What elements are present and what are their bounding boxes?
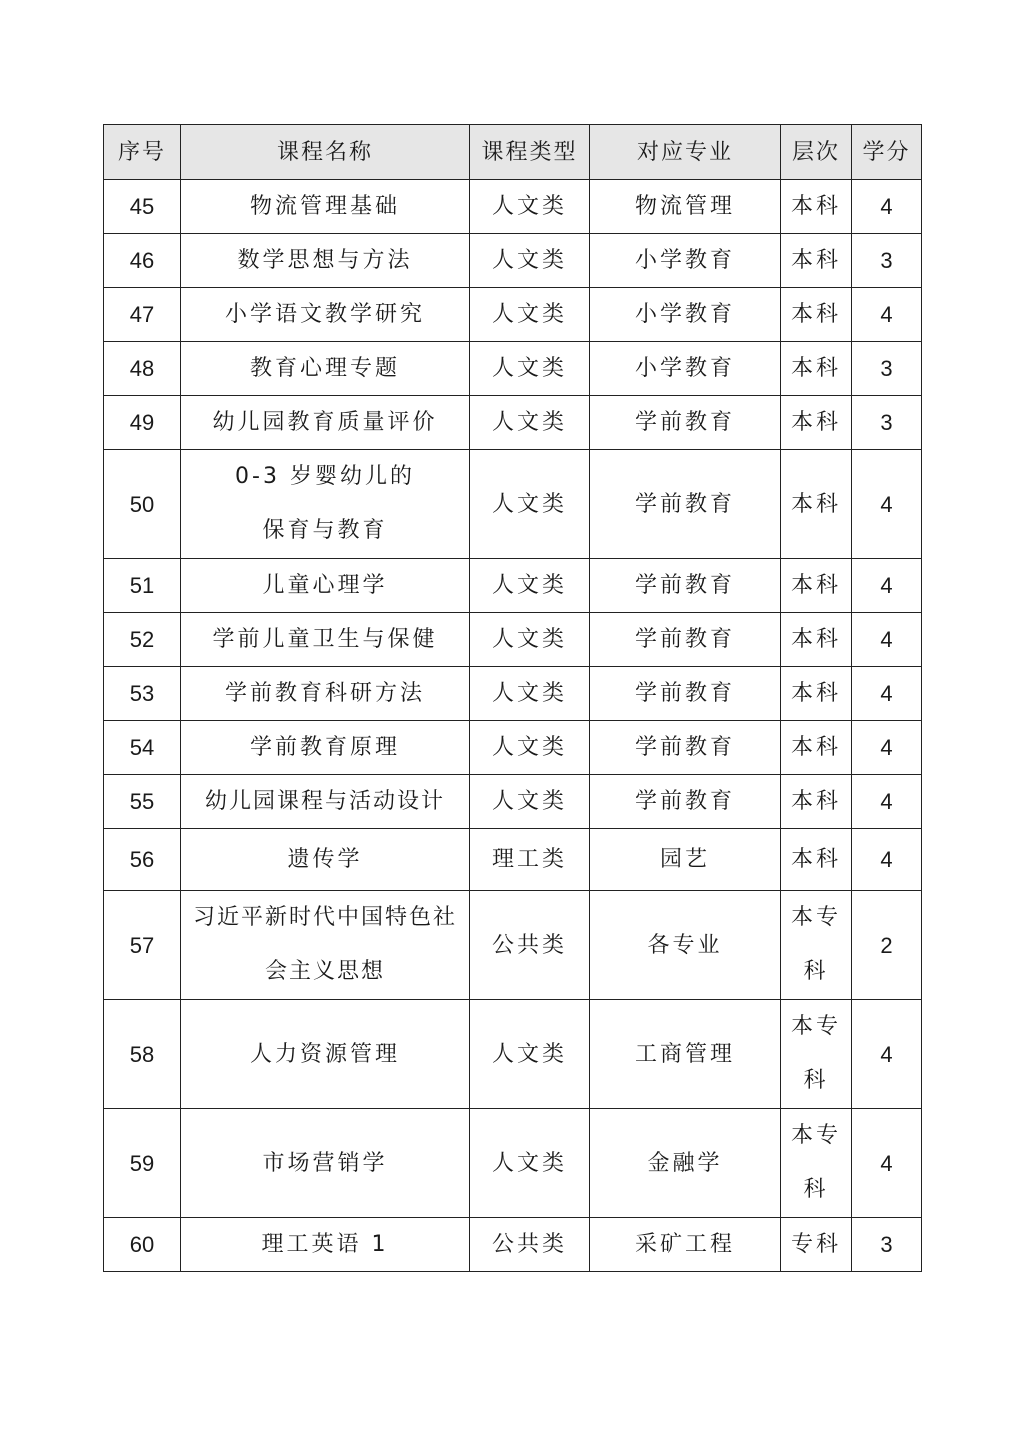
table-row bbox=[104, 1218, 922, 1272]
cell-seq: 54 bbox=[104, 721, 181, 775]
cell-credit: 4 bbox=[852, 775, 922, 829]
cell-major: 学前教育 bbox=[590, 775, 781, 829]
table-row bbox=[104, 829, 922, 891]
cell-credit: 3 bbox=[852, 342, 922, 396]
table-row bbox=[104, 559, 922, 613]
cell-level: 本科 bbox=[781, 829, 852, 891]
cell-course-name: 教育心理专题 bbox=[181, 342, 470, 396]
cell-seq: 59 bbox=[104, 1109, 181, 1218]
cell-major: 各专业 bbox=[590, 891, 781, 1000]
cell-course-type: 人文类 bbox=[470, 396, 590, 450]
cell-credit: 4 bbox=[852, 613, 922, 667]
cell-credit: 4 bbox=[852, 559, 922, 613]
cell-credit: 4 bbox=[852, 288, 922, 342]
cell-course-type: 人文类 bbox=[470, 450, 590, 559]
page-bottom-margin bbox=[0, 1275, 1024, 1448]
header-course-type: 课程类型 bbox=[470, 125, 590, 180]
table-row bbox=[104, 450, 922, 559]
cell-seq: 48 bbox=[104, 342, 181, 396]
cell-course-type: 公共类 bbox=[470, 891, 590, 1000]
cell-level: 本科 bbox=[781, 450, 852, 559]
cell-major: 金融学 bbox=[590, 1109, 781, 1218]
cell-major: 学前教育 bbox=[590, 559, 781, 613]
cell-level: 本科 bbox=[781, 396, 852, 450]
header-course-name: 课程名称 bbox=[181, 125, 470, 180]
cell-course-name: 学前教育原理 bbox=[181, 721, 470, 775]
cell-credit: 4 bbox=[852, 667, 922, 721]
cell-major: 园艺 bbox=[590, 829, 781, 891]
cell-level: 本专 科 bbox=[781, 1109, 852, 1218]
table-row bbox=[104, 396, 922, 450]
cell-seq: 56 bbox=[104, 829, 181, 891]
cell-course-type: 人文类 bbox=[470, 667, 590, 721]
cell-major: 小学教育 bbox=[590, 342, 781, 396]
cell-major: 学前教育 bbox=[590, 667, 781, 721]
cell-seq: 53 bbox=[104, 667, 181, 721]
cell-seq: 46 bbox=[104, 234, 181, 288]
cell-level: 本科 bbox=[781, 180, 852, 234]
cell-level: 本专 科 bbox=[781, 1000, 852, 1109]
cell-course-type: 人文类 bbox=[470, 559, 590, 613]
cell-course-type: 人文类 bbox=[470, 721, 590, 775]
cell-course-type: 人文类 bbox=[470, 234, 590, 288]
cell-seq: 55 bbox=[104, 775, 181, 829]
cell-credit: 2 bbox=[852, 891, 922, 1000]
table-row bbox=[104, 721, 922, 775]
cell-major: 物流管理 bbox=[590, 180, 781, 234]
cell-course-name: 小学语文教学研究 bbox=[181, 288, 470, 342]
cell-course-name: 儿童心理学 bbox=[181, 559, 470, 613]
cell-course-name: 遗传学 bbox=[181, 829, 470, 891]
table-row bbox=[104, 775, 922, 829]
cell-course-name: 人力资源管理 bbox=[181, 1000, 470, 1109]
table-row bbox=[104, 1109, 922, 1218]
cell-major: 学前教育 bbox=[590, 721, 781, 775]
cell-credit: 4 bbox=[852, 829, 922, 891]
cell-major: 学前教育 bbox=[590, 450, 781, 559]
cell-course-name: 数学思想与方法 bbox=[181, 234, 470, 288]
cell-major: 学前教育 bbox=[590, 613, 781, 667]
cell-major: 工商管理 bbox=[590, 1000, 781, 1109]
header-major: 对应专业 bbox=[590, 125, 781, 180]
header-credit: 学分 bbox=[852, 125, 922, 180]
cell-credit: 4 bbox=[852, 450, 922, 559]
cell-course-type: 人文类 bbox=[470, 775, 590, 829]
cell-course-name: 学前教育科研方法 bbox=[181, 667, 470, 721]
cell-major: 学前教育 bbox=[590, 396, 781, 450]
cell-credit: 4 bbox=[852, 1000, 922, 1109]
cell-level: 本专 科 bbox=[781, 891, 852, 1000]
cell-course-type: 人文类 bbox=[470, 1000, 590, 1109]
cell-credit: 4 bbox=[852, 721, 922, 775]
cell-course-name: 幼儿园课程与活动设计 bbox=[181, 775, 470, 829]
cell-level: 专科 bbox=[781, 1218, 852, 1272]
table-row bbox=[104, 613, 922, 667]
cell-course-type: 人文类 bbox=[470, 613, 590, 667]
cell-major: 小学教育 bbox=[590, 234, 781, 288]
table-header-row bbox=[104, 125, 922, 180]
cell-course-type: 人文类 bbox=[470, 180, 590, 234]
cell-course-name: 习近平新时代中国特色社 会主义思想 bbox=[181, 891, 470, 1000]
header-seq: 序号 bbox=[104, 125, 181, 180]
cell-seq: 49 bbox=[104, 396, 181, 450]
cell-level: 本科 bbox=[781, 288, 852, 342]
cell-major: 小学教育 bbox=[590, 288, 781, 342]
cell-credit: 4 bbox=[852, 180, 922, 234]
cell-course-type: 公共类 bbox=[470, 1218, 590, 1272]
cell-level: 本科 bbox=[781, 342, 852, 396]
cell-credit: 3 bbox=[852, 1218, 922, 1272]
cell-level: 本科 bbox=[781, 721, 852, 775]
cell-course-name: 幼儿园教育质量评价 bbox=[181, 396, 470, 450]
table-row bbox=[104, 891, 922, 1000]
cell-course-type: 人文类 bbox=[470, 288, 590, 342]
cell-credit: 3 bbox=[852, 234, 922, 288]
cell-seq: 51 bbox=[104, 559, 181, 613]
cell-seq: 60 bbox=[104, 1218, 181, 1272]
cell-course-type: 人文类 bbox=[470, 342, 590, 396]
table-row bbox=[104, 667, 922, 721]
cell-credit: 3 bbox=[852, 396, 922, 450]
table-row bbox=[104, 1000, 922, 1109]
cell-course-name: 学前儿童卫生与保健 bbox=[181, 613, 470, 667]
cell-level: 本科 bbox=[781, 667, 852, 721]
cell-level: 本科 bbox=[781, 775, 852, 829]
cell-level: 本科 bbox=[781, 559, 852, 613]
cell-level: 本科 bbox=[781, 613, 852, 667]
cell-course-name: 市场营销学 bbox=[181, 1109, 470, 1218]
cell-course-name: 0-3 岁婴幼儿的 保育与教育 bbox=[181, 450, 470, 559]
cell-seq: 52 bbox=[104, 613, 181, 667]
table-row bbox=[104, 342, 922, 396]
cell-credit: 4 bbox=[852, 1109, 922, 1218]
cell-course-type: 人文类 bbox=[470, 1109, 590, 1218]
cell-level: 本科 bbox=[781, 234, 852, 288]
table-row bbox=[104, 234, 922, 288]
cell-seq: 47 bbox=[104, 288, 181, 342]
cell-course-type: 理工类 bbox=[470, 829, 590, 891]
header-level: 层次 bbox=[781, 125, 852, 180]
cell-seq: 50 bbox=[104, 450, 181, 559]
table-row bbox=[104, 180, 922, 234]
cell-course-name: 物流管理基础 bbox=[181, 180, 470, 234]
course-table bbox=[103, 124, 922, 1272]
cell-seq: 57 bbox=[104, 891, 181, 1000]
cell-seq: 45 bbox=[104, 180, 181, 234]
cell-seq: 58 bbox=[104, 1000, 181, 1109]
cell-major: 采矿工程 bbox=[590, 1218, 781, 1272]
cell-course-name: 理工英语 1 bbox=[181, 1218, 470, 1272]
table-row bbox=[104, 288, 922, 342]
